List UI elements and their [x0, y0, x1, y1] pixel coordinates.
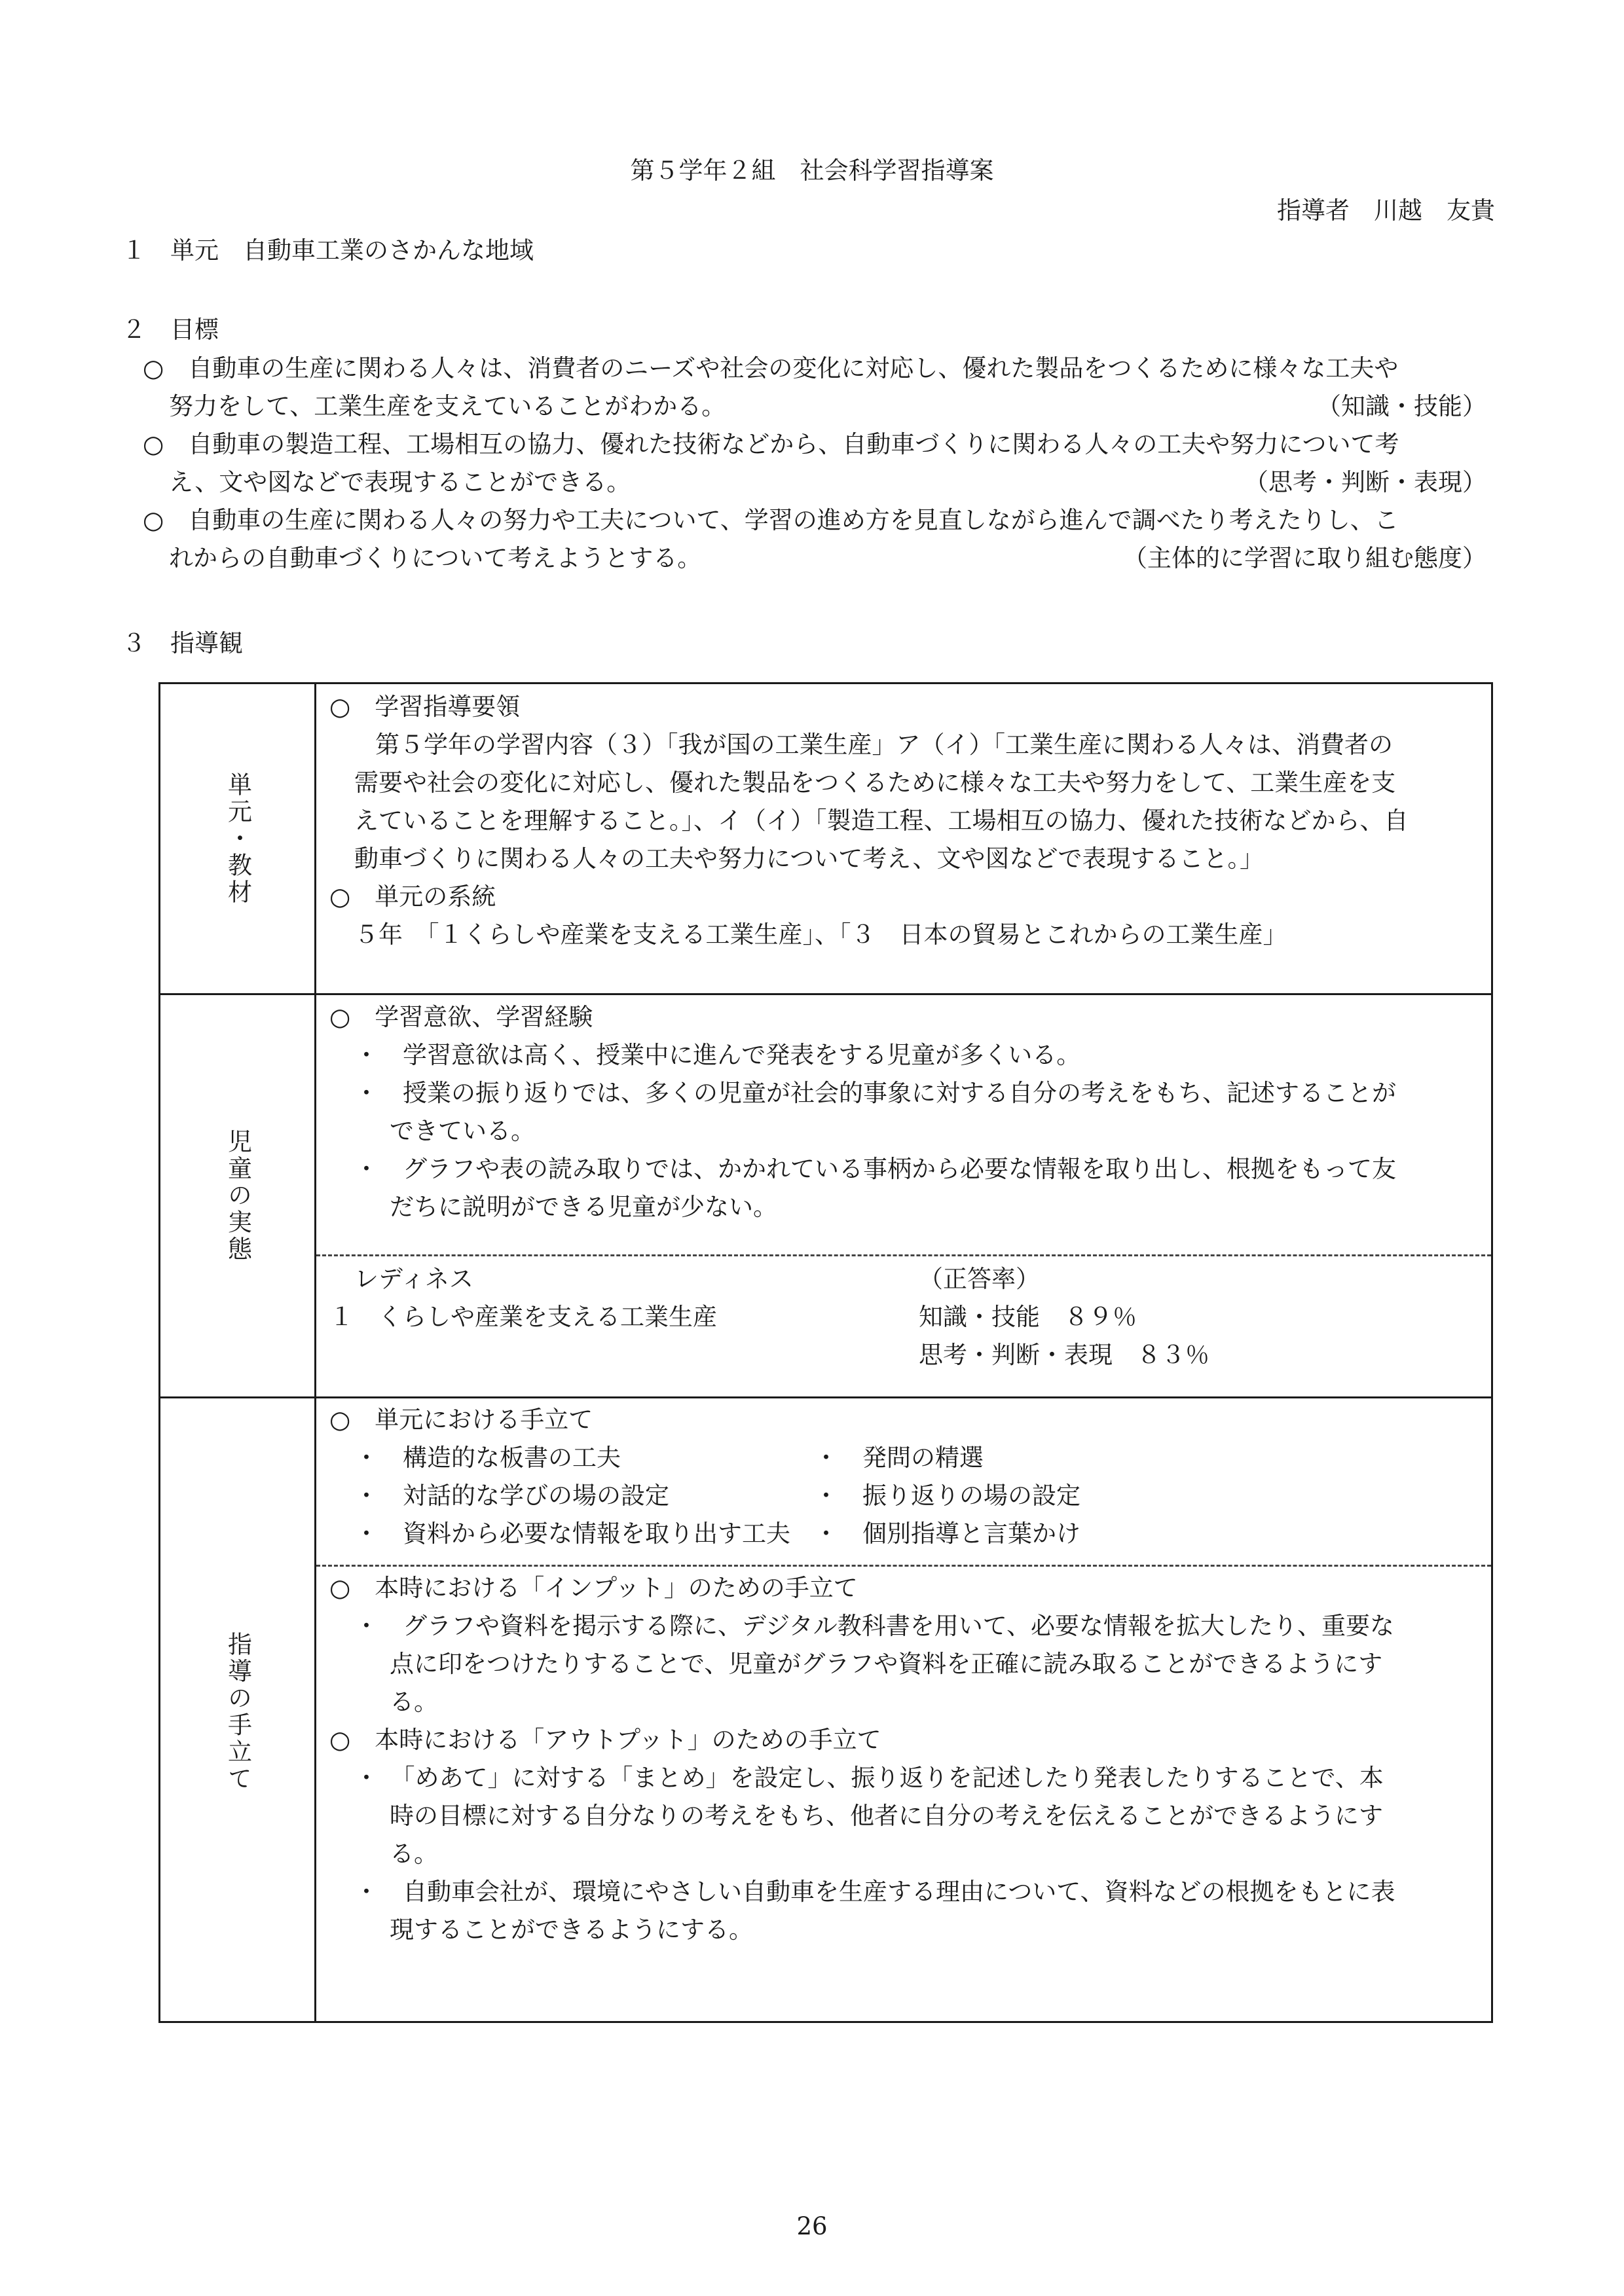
cell-line: ○ 単元における手立て	[329, 1406, 593, 1434]
row-label-guidance: 指導の手立て	[223, 1631, 252, 1793]
students-cell	[329, 998, 1478, 1226]
rate-label: （正答率）	[919, 1265, 1040, 1293]
goal-line	[143, 464, 1497, 501]
cell-line: ・ 自動車会社が、環境にやさしい自動車を生産する理由について、資料などの根拠をもとに表	[354, 1878, 1395, 1906]
unit-heading: １ 単元 自動車工業のさかんな地域	[122, 236, 534, 264]
author: 指導者 川越 友貴	[1277, 196, 1495, 225]
cell-line	[329, 1439, 1478, 1477]
cell-line: 現することができるようにする。	[390, 1916, 753, 1944]
guidance-item: ・ 発問の精選	[814, 1444, 984, 1472]
goal-line	[143, 539, 1497, 577]
cell-line: る。	[390, 1688, 438, 1716]
readiness-label: レディネス	[354, 1265, 474, 1293]
goal-tag: （主体的に学習に取り組む態度）	[1123, 544, 1486, 572]
row-label-students: 児童の実態	[223, 1129, 252, 1263]
cell-line	[329, 1515, 1478, 1553]
row-divider	[160, 993, 1491, 995]
guidance-table	[158, 682, 1493, 2023]
column-divider	[314, 684, 316, 2021]
page-title: 第５学年２組 社会科学習指導案	[630, 156, 994, 185]
goal-tag: （知識・技能）	[1317, 392, 1486, 420]
readiness-cell	[329, 1260, 1478, 1374]
readiness-row	[329, 1260, 1478, 1298]
goal-line	[143, 388, 1497, 426]
score: 思考・判断・表現 ８３％	[919, 1341, 1209, 1369]
cell-line: ○ 学習意欲、学習経験	[329, 1003, 593, 1031]
cell-line: ・ グラフや表の読み取りでは、かかれている事柄から必要な情報を取り出し、根拠をもって友	[354, 1155, 1396, 1183]
goal-text: 努力をして、工業生産を支えていることがわかる。	[169, 392, 726, 420]
cell-line: えていることを理解すること。」、イ（イ）「製造工程、工場相互の協力、優れた技術などから、自	[354, 807, 1409, 835]
cell-line: ○ 学習指導要領	[329, 693, 521, 721]
cell-line	[329, 1477, 1478, 1515]
goals-heading: ２ 目標	[122, 316, 219, 344]
readiness-row	[329, 1336, 1478, 1374]
cell-line: ○ 本時における「インプット」のための手立て	[329, 1574, 858, 1602]
goal-line: ○ 自動車の生産に関わる人々の努力や工夫について、学習の進め方を見直しながら進んで調べたり考えたりし、こ	[143, 506, 1399, 534]
goals-list	[143, 350, 1497, 577]
guidance-item: ・ 個別指導と言葉かけ	[814, 1520, 1080, 1548]
cell-line: 動車づくりに関わる人々の工夫や努力について考え、文や図などで表現すること。」	[354, 845, 1264, 873]
view-heading: ３ 指導観	[122, 629, 243, 657]
cell-line: 需要や社会の変化に対応し、優れた製品をつくるために様々な工夫や努力をして、工業生産を支	[354, 769, 1396, 797]
cell-line: ・ 授業の振り返りでは、多くの児童が社会的事象に対する自分の考えをもち、記述することが	[354, 1079, 1396, 1107]
guidance-item: ・ 資料から必要な情報を取り出す工夫	[354, 1520, 790, 1548]
guidance-lesson-cell	[329, 1569, 1478, 1949]
cell-line: 時の目標に対する自分なりの考えをもち、他者に自分の考えを伝えることができるようにす	[390, 1802, 1383, 1830]
goal-tag: （思考・判断・表現）	[1244, 468, 1486, 496]
score: 知識・技能 ８９％	[919, 1303, 1137, 1331]
dashed-divider	[316, 1254, 1491, 1256]
cell-line: だちに説明ができる児童が少ない。	[390, 1193, 777, 1221]
goal-line: ○ 自動車の製造工程、工場相互の協力、優れた技術などから、自動車づくりに関わる人々の工夫や努力について考	[143, 430, 1399, 458]
readiness-row	[329, 1298, 1478, 1336]
cell-line: ○ 単元の系統	[329, 883, 496, 911]
goal-line: ○ 自動車の生産に関わる人々は、消費者のニーズや社会の変化に対応し、優れた製品をつくるために様々な工夫や	[143, 354, 1399, 382]
guidance-unit-cell	[329, 1401, 1478, 1553]
dashed-divider	[316, 1565, 1491, 1567]
cell-line: 点に印をつけたりすることで、児童がグラフや資料を正確に読み取ることができるようにす	[390, 1650, 1383, 1678]
cell-line: 第５学年の学習内容（３）「我が国の工業生産」ア（イ）「工業生産に関わる人々は、消費者の	[375, 731, 1393, 759]
cell-line: ・ 「めあて」に対する「まとめ」を設定し、振り返りを記述したり発表したりすることで、本	[354, 1764, 1384, 1792]
guidance-item: ・ 振り返りの場の設定	[814, 1482, 1080, 1510]
cell-line: ５年 「１くらしや産業を支える工業生産」、「３ 日本の貿易とこれからの工業生産」	[354, 920, 1287, 949]
cell-line: できている。	[390, 1117, 535, 1145]
goal-text: え、文や図などで表現することができる。	[169, 468, 631, 496]
cell-line: ○ 本時における「アウトプット」のための手立て	[329, 1726, 881, 1754]
cell-line: ・ グラフや資料を掲示する際に、デジタル教科書を用いて、必要な情報を拡大したり、重要な	[354, 1612, 1395, 1640]
guidance-item: ・ 対話的な学びの場の設定	[354, 1482, 669, 1510]
row-label-unit-material: 単元・教材	[223, 771, 252, 906]
page-number: 26	[796, 2212, 828, 2240]
goal-text: れからの自動車づくりについて考えようとする。	[169, 544, 702, 572]
readiness-item: １ くらしや産業を支える工業生産	[329, 1303, 717, 1331]
cell-line: る。	[390, 1840, 438, 1868]
row-divider	[160, 1396, 1491, 1398]
unit-material-cell	[329, 688, 1478, 954]
cell-line: ・ 学習意欲は高く、授業中に進んで発表をする児童が多くいる。	[354, 1041, 1081, 1069]
guidance-item: ・ 構造的な板書の工夫	[354, 1444, 621, 1472]
